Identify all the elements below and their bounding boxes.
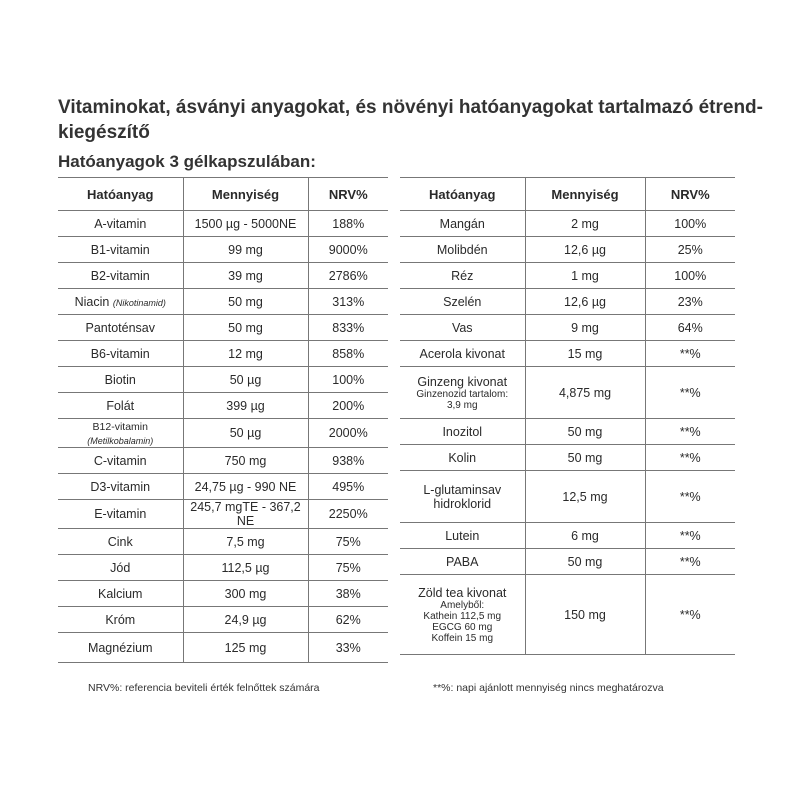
table-row (58, 633, 388, 663)
table-header-row (400, 178, 735, 211)
header-ingredient: Hatóanyag (400, 178, 525, 211)
header-amount: Mennyiség (183, 178, 308, 211)
ingredient-name-text: L-glutaminsav (423, 482, 502, 497)
ingredient-amount: 2 mg (525, 211, 645, 237)
ingredient-amount: 150 mg (525, 575, 645, 655)
ingredient-name: Szelén (400, 289, 525, 315)
ingredient-nrv: **% (645, 575, 735, 655)
table-row (400, 237, 735, 263)
ingredient-amount: 50 µg (183, 419, 308, 448)
table-row (400, 523, 735, 549)
ingredient-amount: 1 mg (525, 263, 645, 289)
table-row (400, 549, 735, 575)
ingredient-name (400, 471, 525, 523)
ingredient-amount: 125 mg (183, 633, 308, 663)
ingredient-amount: 300 mg (183, 581, 308, 607)
ingredient-name: Pantoténsav (58, 315, 183, 341)
table-row (58, 448, 388, 474)
ingredient-name: D3-vitamin (58, 474, 183, 500)
ingredient-name (58, 419, 183, 448)
ingredient-name (58, 289, 183, 315)
ingredient-amount: 750 mg (183, 448, 308, 474)
table-row (400, 575, 735, 655)
ingredient-amount: 399 µg (183, 393, 308, 419)
ingredient-nrv: 9000% (308, 237, 388, 263)
header-nrv: NRV% (645, 178, 735, 211)
ingredient-name: PABA (400, 549, 525, 575)
ingredient-amount: 24,75 µg - 990 NE (183, 474, 308, 500)
ingredient-name: Kalcium (58, 581, 183, 607)
ingredient-amount: 1500 µg - 5000NE (183, 211, 308, 237)
ingredient-amount: 12,6 µg (525, 237, 645, 263)
table-row (58, 393, 388, 419)
ingredient-nrv: 833% (308, 315, 388, 341)
ingredient-name: Folát (58, 393, 183, 419)
ingredient-name: Vas (400, 315, 525, 341)
table-row (58, 315, 388, 341)
ingredient-subnote: Kathein 112,5 mg (423, 610, 502, 622)
ingredient-amount: 50 mg (525, 549, 645, 575)
ingredient-nrv: 2000% (308, 419, 388, 448)
table-row (58, 500, 388, 529)
ingredient-amount: 9 mg (525, 315, 645, 341)
ingredient-amount: 50 mg (183, 289, 308, 315)
ingredient-nrv: 2786% (308, 263, 388, 289)
ingredient-name-text: Zöld tea kivonat (418, 585, 507, 600)
ingredients-table-left (58, 177, 388, 663)
table-row (58, 289, 388, 315)
ingredient-amount: 50 mg (183, 315, 308, 341)
ingredient-nrv: 100% (645, 263, 735, 289)
table-row (400, 367, 735, 419)
ingredient-nrv: 188% (308, 211, 388, 237)
ingredient-name: Acerola kivonat (400, 341, 525, 367)
ingredient-nrv: **% (645, 341, 735, 367)
ingredient-name: B1-vitamin (58, 237, 183, 263)
ingredient-nrv: **% (645, 419, 735, 445)
page-title: Vitaminokat, ásványi anyagokat, és növényi hatóanyagokat tartalmazó étrend-kiegészítő (58, 97, 763, 143)
ingredient-name: Inozitol (400, 419, 525, 445)
ingredient-amount: 4,875 mg (525, 367, 645, 419)
ingredient-nrv: 75% (308, 529, 388, 555)
ingredient-nrv: 75% (308, 555, 388, 581)
ingredient-amount: 12,6 µg (525, 289, 645, 315)
ingredient-amount: 24,9 µg (183, 607, 308, 633)
table-row (400, 471, 735, 523)
table-row (58, 263, 388, 289)
table-header-row (58, 178, 388, 211)
ingredient-nrv: 100% (645, 211, 735, 237)
ingredient-amount: 7,5 mg (183, 529, 308, 555)
ingredient-nrv: 200% (308, 393, 388, 419)
table-row (400, 341, 735, 367)
table-row (58, 419, 388, 448)
table-row (58, 341, 388, 367)
table-row (58, 581, 388, 607)
ingredient-nrv: 38% (308, 581, 388, 607)
ingredient-subnote: 3,9 mg (446, 399, 478, 411)
ingredient-nrv: **% (645, 549, 735, 575)
ingredient-nrv: 100% (308, 367, 388, 393)
ingredient-amount: 6 mg (525, 523, 645, 549)
ingredient-name: B6-vitamin (58, 341, 183, 367)
ingredient-amount: 15 mg (525, 341, 645, 367)
ingredient-name (400, 575, 525, 655)
ingredient-subnote: Amelyből: (440, 599, 485, 611)
table-row (400, 445, 735, 471)
header-nrv: NRV% (308, 178, 388, 211)
ingredient-nrv: 64% (645, 315, 735, 341)
header-amount: Mennyiség (525, 178, 645, 211)
ingredient-name: Magnézium (58, 633, 183, 663)
ingredient-amount: 112,5 µg (183, 555, 308, 581)
ingredient-nrv: 938% (308, 448, 388, 474)
ingredient-name: C-vitamin (58, 448, 183, 474)
table-row (58, 607, 388, 633)
ingredient-amount: 12,5 mg (525, 471, 645, 523)
ingredient-nrv: **% (645, 471, 735, 523)
ingredient-nrv: **% (645, 367, 735, 419)
table-row (400, 419, 735, 445)
ingredient-nrv: 313% (308, 289, 388, 315)
ingredient-nrv: 858% (308, 341, 388, 367)
table-row (400, 211, 735, 237)
ingredient-name (400, 367, 525, 419)
ingredient-nrv: 2250% (308, 500, 388, 529)
ingredient-subnote: EGCG 60 mg (432, 621, 493, 633)
ingredient-name-text-2: hidroklorid (433, 496, 492, 511)
ingredients-table-right (400, 177, 735, 655)
ingredient-name: Réz (400, 263, 525, 289)
ingredient-name: Molibdén (400, 237, 525, 263)
ingredient-nrv: 25% (645, 237, 735, 263)
ingredient-amount: 50 µg (183, 367, 308, 393)
ingredient-subnote: Koffein 15 mg (431, 632, 494, 644)
ingredient-amount: 39 mg (183, 263, 308, 289)
ingredient-name: Króm (58, 607, 183, 633)
ingredient-name: Jód (58, 555, 183, 581)
table-row (58, 529, 388, 555)
ingredient-name: Kolin (400, 445, 525, 471)
ingredient-name-text: Ginzeng kivonat (417, 374, 508, 389)
ingredient-amount: 99 mg (183, 237, 308, 263)
page-subtitle: Hatóanyagok 3 gélkapszulában: (58, 152, 316, 171)
table-row (58, 555, 388, 581)
table-row (58, 367, 388, 393)
ingredient-subnote: Ginzenozid tartalom: (416, 388, 509, 400)
header-ingredient: Hatóanyag (58, 178, 183, 211)
ingredient-name: A-vitamin (58, 211, 183, 237)
ingredient-nrv: 62% (308, 607, 388, 633)
ingredient-nrv: **% (645, 523, 735, 549)
table-row (58, 211, 388, 237)
table-row (58, 237, 388, 263)
ingredient-nrv: 33% (308, 633, 388, 663)
ingredient-nrv: 23% (645, 289, 735, 315)
ingredient-name-text: B12-vitamin (92, 421, 148, 433)
ingredient-name-text: Niacin (74, 294, 110, 309)
table-row (400, 315, 735, 341)
ingredient-nrv: 495% (308, 474, 388, 500)
footnote-unspecified: **%: napi ajánlott mennyiség nincs meghatározva (433, 682, 664, 694)
ingredient-name: Cink (58, 529, 183, 555)
ingredient-name: Biotin (58, 367, 183, 393)
ingredient-note: (Metilkobalamin) (87, 436, 154, 446)
table-row (58, 474, 388, 500)
table-row (400, 263, 735, 289)
ingredient-name: Lutein (400, 523, 525, 549)
ingredient-nrv: **% (645, 445, 735, 471)
ingredient-name: E-vitamin (58, 500, 183, 529)
table-row (400, 289, 735, 315)
ingredient-name: B2-vitamin (58, 263, 183, 289)
ingredient-note: (Nikotinamid) (112, 297, 166, 308)
ingredient-amount: 245,7 mgTE - 367,2 NE (183, 500, 308, 529)
ingredient-amount: 12 mg (183, 341, 308, 367)
ingredient-name: Mangán (400, 211, 525, 237)
footnote-nrv: NRV%: referencia beviteli érték felnőttek számára (88, 682, 320, 694)
ingredient-amount: 50 mg (525, 445, 645, 471)
ingredient-amount: 50 mg (525, 419, 645, 445)
